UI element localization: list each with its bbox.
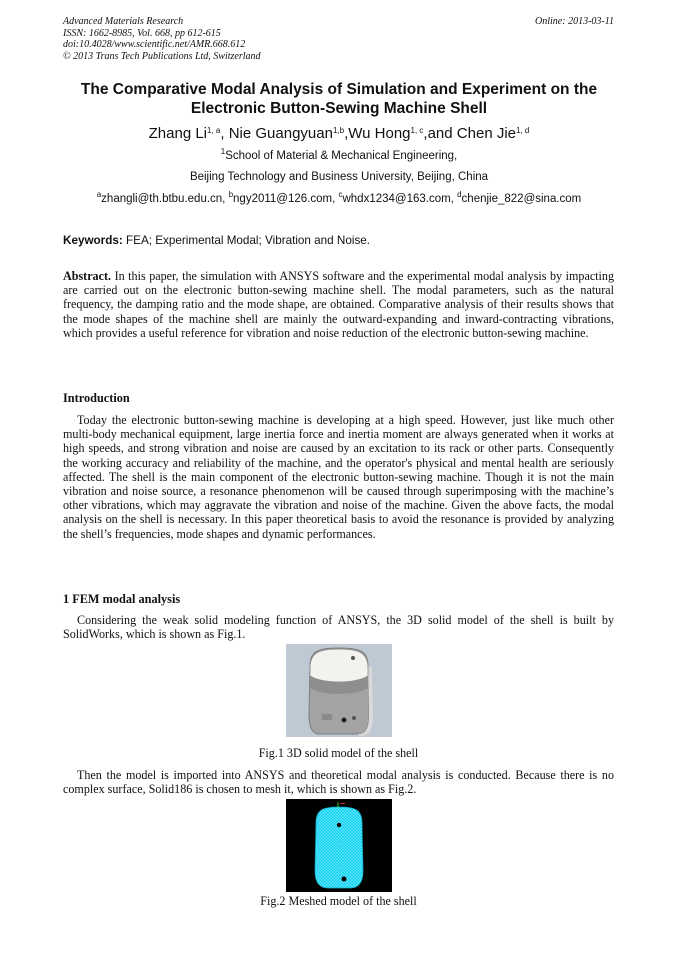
affiliation-line-2: Beijing Technology and Business University, Beijing, China — [189, 171, 489, 183]
affiliation-sup: 1 — [220, 147, 226, 156]
author-sup: 1,b — [332, 126, 345, 135]
email-sup: d — [457, 190, 462, 199]
abstract-text: In this paper, the simulation with ANSYS software and the experimental modal analysis by impacting are carried out on the electronic button-sewing machine shell. The modal parameters, such as the natural frequency, the damping ratio and the mode shape, are obtained. Comparative analysis of their results shows that the mode shapes of the machine shell are mainly the outward-expanding and inward-contracting vibrations, which provides a useful reference for vibration and noise reduction of the electronic button-sewing machine. — [63, 269, 618, 340]
affiliation-line-1: $^1$School of Material & Mechanical Engineering, — [220, 147, 458, 162]
email-address: ngy2011@126.com, — [233, 193, 339, 205]
email-line — [40, 190, 638, 205]
author-name: Chen Jie — [456, 125, 516, 142]
author-name: Zhang Li — [148, 125, 208, 142]
section-heading-introduction: Introduction — [63, 391, 130, 405]
title-line-1: The Comparative Modal Analysis of Simulation and Experiment on the — [80, 81, 598, 98]
email-address: chenjie_822@sina.com — [461, 193, 582, 205]
shell-mesh-image — [286, 799, 392, 892]
author-sep: , — [344, 125, 349, 142]
figure-1-caption: Fig.1 3D solid model of the shell — [258, 746, 419, 760]
paper-title — [40, 80, 638, 118]
copyright-line: © 2013 Trans Tech Publications Ltd, Switzerland — [63, 50, 261, 62]
email-sup: c — [338, 190, 343, 199]
author-sup: 1, d — [516, 126, 530, 135]
email-sup: b — [228, 190, 234, 199]
section-heading-fem: 1 FEM modal analysis — [63, 592, 181, 606]
figure-1-solid-model — [286, 644, 392, 737]
author-list — [40, 125, 638, 142]
email-sup: a — [96, 190, 102, 199]
author-sep: ,and — [423, 125, 457, 142]
keywords-label: Keywords: — [63, 234, 123, 247]
journal-name: Advanced Materials Research — [63, 16, 184, 27]
author-sep: , — [220, 125, 229, 142]
abstract-label: Abstract. — [63, 269, 112, 283]
author-name: Wu Hong — [348, 125, 411, 142]
fem-paragraph-2: Then the model is imported into ANSYS and theoretical modal analysis is conducted. Because there is no complex surface, Solid186 is chosen to mesh it, which is shown as Fig.2. — [63, 768, 614, 797]
author-name: Nie Guangyuan — [228, 125, 333, 142]
shell-solid-model-image — [286, 644, 392, 737]
author-sup: 1, a — [207, 126, 221, 135]
online-date: Online: 2013-03-11 — [535, 16, 614, 27]
issn-line: ISSN: 1662-8985, Vol. 668, pp 612-615 — [63, 27, 221, 39]
abstract — [63, 269, 618, 340]
keywords — [63, 234, 370, 247]
title-line-2: Electronic Button-Sewing Machine Shell — [190, 100, 488, 117]
doi-line: doi:10.4028/www.scientific.net/AMR.668.612 — [63, 39, 246, 50]
introduction-paragraph: Today the electronic button-sewing machine is developing at a high speed. However, just like much other multi-body mechanical equipment, large inertia force and inertia moment are always generated when it works at high speeds, and strong vibration and noise are caused by an excitation to its rack or other parts. Consequently the working accuracy and reliability of the machine, and the operator's physical and mental health are seriously affected. The shell is the main component of the electronic button-sewing machine. Though it is not the main vibration and noise source, a resonance phenomenon will be caused through superimposing with the machine’s other vibrations, which may aggravate the vibration and noise of the machine. Given the above facts, the modal analysis on the shell is necessary. In this paper theoretical basis to avoid the resonance is provided by analyzing the shell’s frequencies, mode shapes and dynamic performances. — [63, 413, 614, 541]
fem-paragraph-1: Considering the weak solid modeling function of ANSYS, the 3D solid model of the shell is built by SolidWorks, which is shown as Fig.1. — [63, 613, 614, 642]
keywords-text: FEA; Experimental Modal; Vibration and Noise. — [122, 234, 371, 247]
figure-2-caption: Fig.2 Meshed model of the shell — [260, 894, 417, 908]
email-address: whdx1234@163.com, — [342, 193, 458, 205]
author-sup: 1, c — [410, 126, 424, 135]
figure-2-meshed-model — [286, 799, 392, 892]
running-header — [63, 16, 261, 62]
email-address: zhangli@th.btbu.edu.cn, — [101, 193, 229, 205]
